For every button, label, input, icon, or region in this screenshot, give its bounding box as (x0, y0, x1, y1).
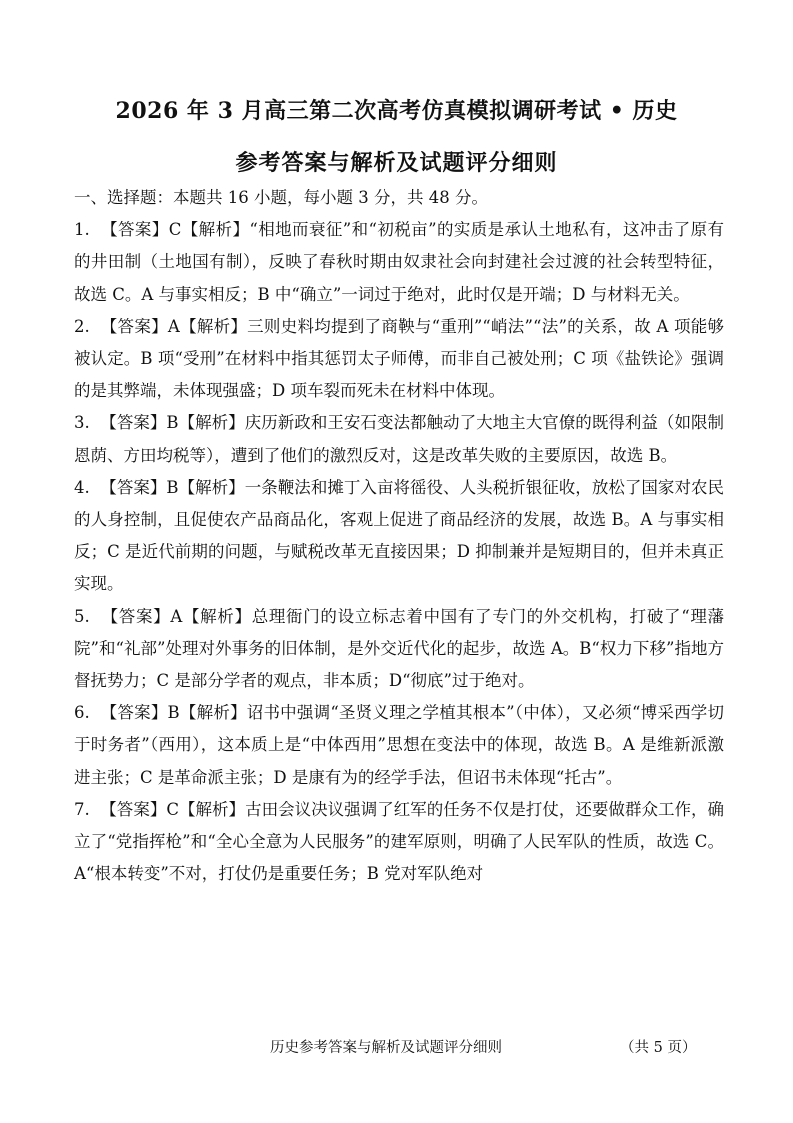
answer-item-1 (74, 214, 724, 311)
analysis-text: 一条鞭法和摊丁入亩将徭役、人头税折银征收，放松了国家对农民的人身控制，且促使农产品商品化，客观上促进了商品经济的发展，故选 B。A 与事实相反；C 是近代前期的问题，与赋税改革无直接因果；D 抑制兼并是短期目的，但并未真正实现。 (74, 477, 725, 594)
document-subtitle: 参考答案与解析及试题评分细则 (235, 150, 558, 176)
analysis-label: 【解析】 (178, 477, 245, 497)
answer-item-3 (74, 407, 724, 471)
item-number: 2. (74, 316, 90, 336)
answer-item-7 (74, 794, 724, 891)
analysis-label: 【解析】 (178, 413, 245, 433)
item-number: 4. (74, 477, 90, 497)
answer-letter: A (170, 606, 183, 626)
analysis-label: 【解析】 (179, 703, 247, 723)
answer-label: 【答案】 (101, 220, 169, 240)
analysis-text: 总理衙门的设立标志着中国有了专门的外交机构，打破了“理藩院”和“礼部”处理对外事务的旧体制，是外交近代化的起步，故选 A。B“权力下移”指地方督抚势力；C 是部分学者的观点，非本质；D“彻底”过于绝对。 (74, 606, 725, 691)
answer-letter: A (167, 316, 180, 336)
answer-label: 【答案】 (100, 799, 167, 819)
answer-letter: B (166, 413, 179, 433)
answer-item-4 (74, 472, 724, 601)
footer-page-count: （共 5 页） (620, 1040, 697, 1056)
analysis-text: 三则史料均提到了商鞅与“重刑”“峭法”“法”的关系，故 A 项能够被认定。B 项“受刑”在材料中指其惩罚太子师傅，而非自己被处刑；C 项《盐铁论》强调的是其弊端，未体现强盛；D 项车裂而死未在材料中体现。 (74, 316, 725, 401)
document-title: 2026 年 3 月高三第二次高考仿真模拟调研考试 • 历史 (115, 98, 678, 124)
item-number: 5. (74, 606, 90, 626)
analysis-label: 【解析】 (179, 316, 248, 336)
answer-letter: B (167, 703, 180, 723)
answer-label: 【答案】 (100, 316, 168, 336)
document-body (74, 182, 724, 890)
analysis-text: “相地而衰征”和“初税亩”的实质是承认土地私有，这冲击了原有的井田制（土地国有制），反映了春秋时期由奴隶社会向封建社会过渡的社会转型特征，故选 C。A 与事实相反；B 中“确立”一词过于绝对，此时仅是开端；D 与材料无关。 (74, 220, 724, 304)
answer-label: 【答案】 (100, 703, 168, 723)
item-number: 6. (74, 703, 90, 723)
item-number: 3. (74, 413, 90, 433)
answer-label: 【答案】 (100, 413, 167, 433)
answer-label: 【答案】 (101, 606, 171, 626)
analysis-label: 【解析】 (182, 606, 252, 626)
item-number: 7. (74, 799, 90, 819)
analysis-text: 诏书中强调“圣贤义理之学植其根本”（中体），又必须“博采西学切于时务者”（西用），这本质上是“中体西用”思想在变法中的体现，故选 B。A 是维新派激进主张；C 是革命派主张；D 是康有为的经学手法，但诏书未体现“托古”。 (74, 703, 724, 787)
answer-label: 【答案】 (100, 477, 167, 497)
analysis-label: 【解析】 (178, 799, 246, 819)
footer-title: 历史参考答案与解析及试题评分细则 (270, 1040, 502, 1056)
answer-item-2 (74, 311, 724, 408)
item-number: 1. (74, 220, 90, 240)
answer-letter: C (166, 799, 179, 819)
answer-item-5 (74, 601, 724, 698)
answer-letter: B (166, 477, 179, 497)
analysis-label: 【解析】 (181, 220, 250, 240)
section-heading: 一、选择题：本题共 16 小题，每小题 3 分，共 48 分。 (74, 188, 488, 207)
answer-item-6 (74, 697, 724, 794)
answer-letter: C (168, 220, 182, 240)
analysis-text: 古田会议决议强调了红军的任务不仅是打仗，还要做群众工作，确立了“党指挥枪”和“全心全意为人民服务”的建军原则，明确了人民军队的性质，故选 C。A“根本转变”不对，打仗仍是重要任务；B 党对军队绝对 (74, 799, 725, 884)
analysis-text: 庆历新政和王安石变法都触动了大地主大官僚的既得利益（如限制恩荫、方田均税等），遭到了他们的激烈反对，这是改革失败的主要原因，故选 B。 (74, 413, 725, 465)
